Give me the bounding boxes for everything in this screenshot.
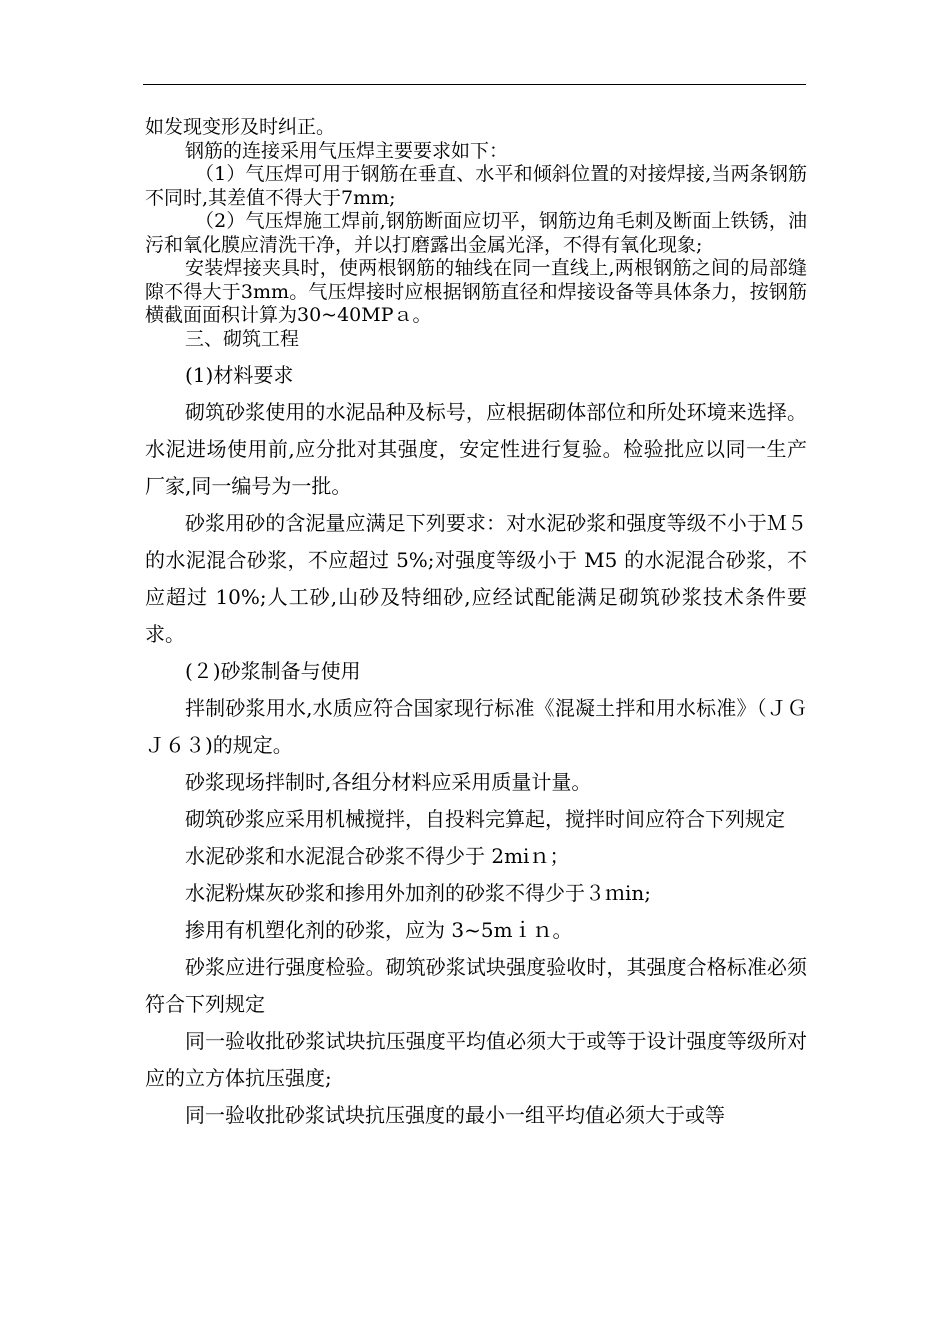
paragraph-mixing: 砌筑砂浆应采用机械搅拌，自投料完算起，搅拌时间应符合下列规定 — [185, 807, 785, 831]
paragraph-metering: 砂浆现场拌制时,各组分材料应采用质量计量。 — [185, 770, 592, 794]
subheading-mortar-prep: (２)砂浆制备与使用 — [185, 659, 361, 683]
paragraph-welding-item-1: （1）气压焊可用于钢筋在垂直、水平和倾斜位置的对接焊接,当两条钢筋不同时,其差值不得大于7mm; — [145, 163, 807, 209]
paragraph-welding-clamp: 安装焊接夹具时，使两根钢筋的轴线在同一直线上,两根钢筋之间的局部缝隙不得大于3mm。气压焊接时应根据钢筋直径和焊接设备等具体条力，按钢筋横截面面积计算为30~40MPａ。 — [145, 257, 807, 326]
paragraph-welding-intro: 钢筋的连接采用气压焊主要要求如下： — [185, 139, 509, 162]
section-welding — [145, 116, 807, 351]
paragraph-welding-item-2: （2）气压焊施工焊前,钢筋断面应切平，钢筋边角毛刺及断面上铁锈，油污和氧化膜应清洗干净，并以打磨露出金属光泽，不得有氧化现象; — [145, 210, 807, 256]
paragraph-mixing-time-3: 掺用有机塑化剂的砂浆，应为 3~5mｉｎ。 — [185, 918, 573, 942]
subheading-materials: (1)材料要求 — [185, 363, 294, 387]
paragraph-mixing-time-2: 水泥粉煤灰砂浆和掺用外加剂的砂浆不得少于３ｍin; — [185, 881, 652, 905]
section-masonry — [145, 357, 807, 1134]
paragraph-deformation: 如发现变形及时纠正。 — [145, 116, 336, 138]
paragraph-water: 拌制砂浆用水,水质应符合国家现行标准《混凝土拌和用水标准》（ＪＧＪ６３)的规定。 — [145, 696, 807, 757]
document-body — [145, 116, 807, 1134]
paragraph-cement: 砌筑砂浆使用的水泥品种及标号，应根据砌体部位和所处环境来选择。水泥进场使用前,应分批对其强度，安定性进行复验。检验批应以同一生产厂家,同一编号为一批。 — [145, 400, 807, 498]
header-rule — [143, 84, 806, 85]
paragraph-strength-average: 同一验收批砂浆试块抗压强度平均值必须大于或等于设计强度等级所对应的立方体抗压强度; — [145, 1029, 807, 1090]
paragraph-sand: 砂浆用砂的含泥量应满足下列要求：对水泥砂浆和强度等级不小于Ｍ５的水泥混合砂浆，不应超过 5%;对强度等级小于 M5 的水泥混合砂浆，不应超过 10%;人工砂,山砂及特细砂,应经试配能满足砌筑砂浆技术条件要求。 — [145, 511, 807, 646]
paragraph-mixing-time-1: 水泥砂浆和水泥混合砂浆不得少于 2miｎ； — [185, 844, 570, 868]
paragraph-strength-test: 砂浆应进行强度检验。砌筑砂浆试块强度验收时，其强度合格标准必须符合下列规定 — [145, 955, 807, 1016]
section-heading-masonry: 三、砌筑工程 — [185, 327, 300, 350]
paragraph-strength-minimum: 同一验收批砂浆试块抗压强度的最小一组平均值必须大于或等 — [185, 1103, 725, 1127]
